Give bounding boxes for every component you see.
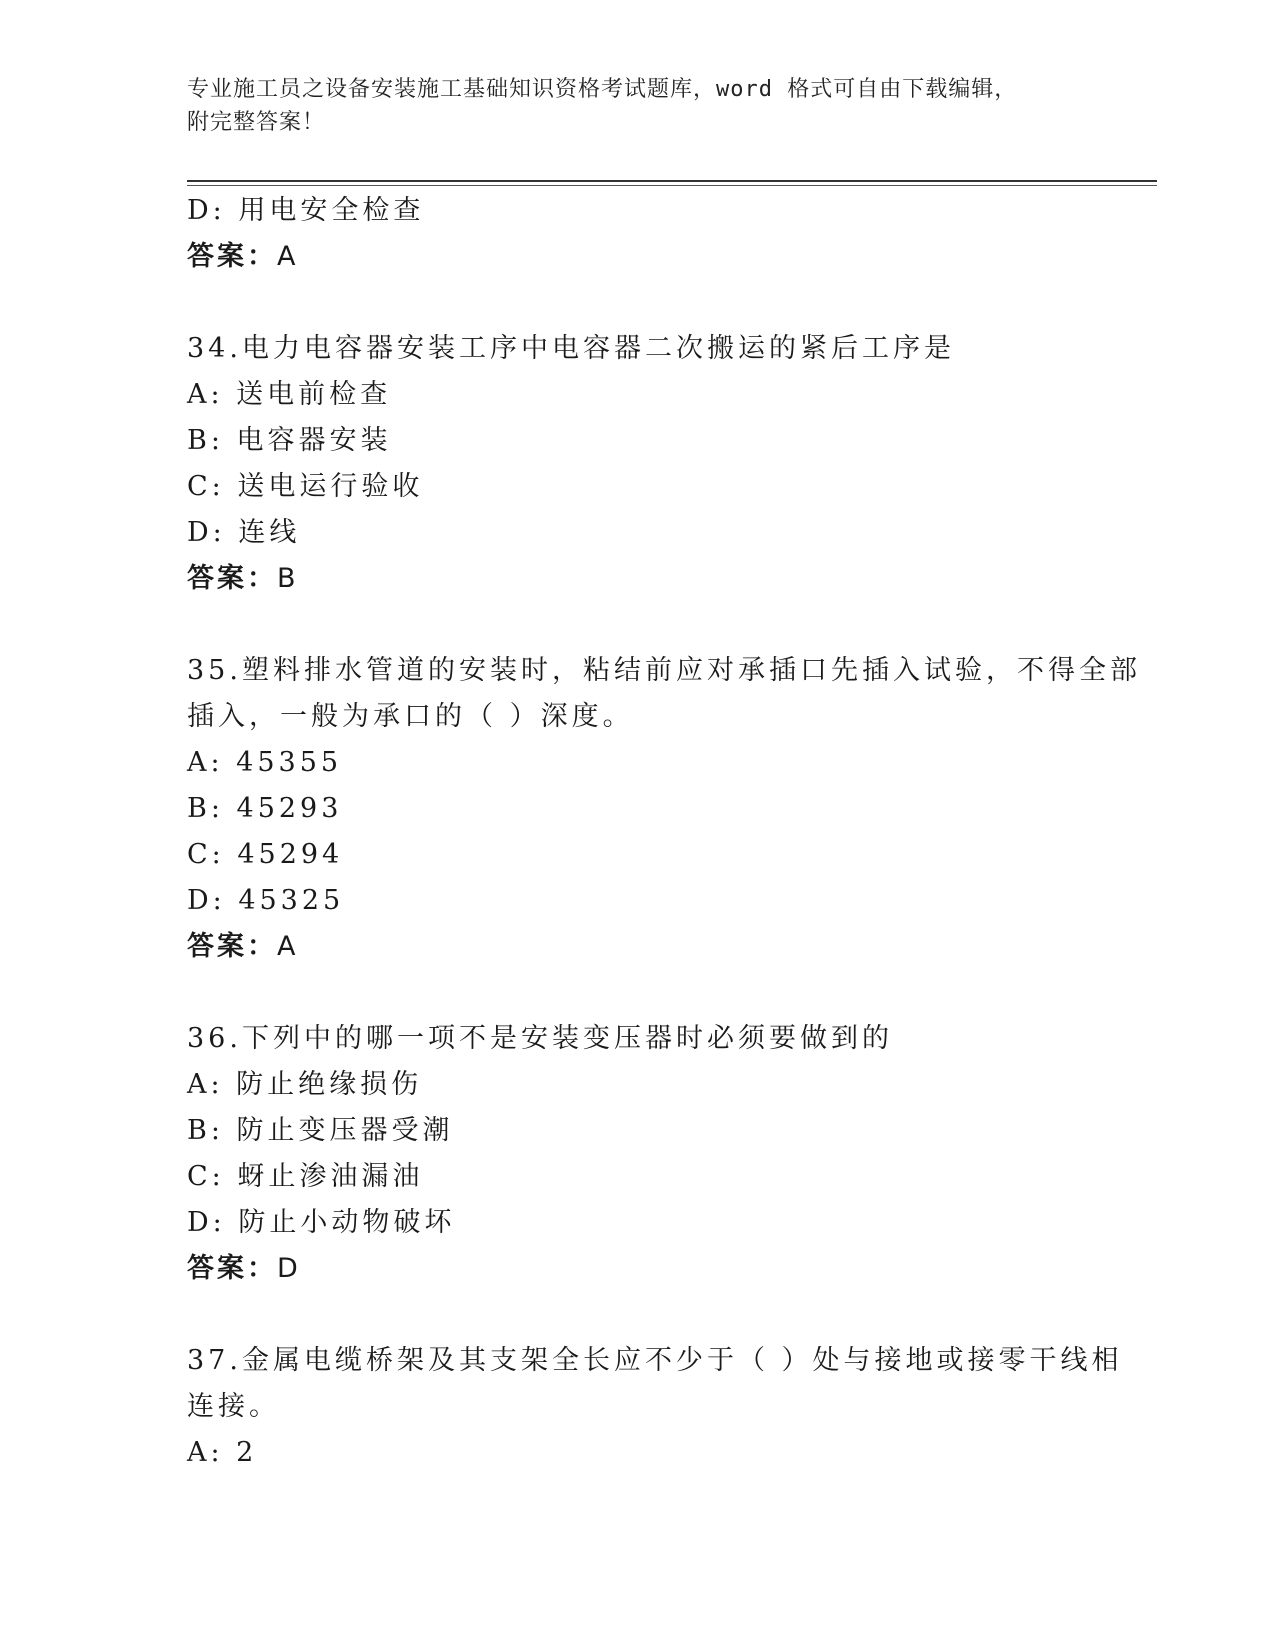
header-line-1: 专业施工员之设备安装施工基础知识资格考试题库，word 格式可自由下载编辑，: [187, 77, 1018, 102]
question-list: [187, 188, 1141, 1476]
q34-option-a: A: 送电前检查: [187, 379, 392, 410]
q36-option-b: B: 防止变压器受潮: [187, 1115, 454, 1146]
q35-option-d: D: 45325: [187, 885, 345, 916]
q33-answer: [187, 234, 1127, 280]
answer-value: D: [277, 1253, 301, 1284]
answer-value: A: [277, 931, 299, 962]
answer-label: 答案：: [187, 563, 277, 594]
q37-option-a: A: 2: [187, 1437, 258, 1468]
q35-stem-line-1: 35.塑料排水管道的安装时，粘结前应对承插口先插入试验，不得全部: [187, 655, 1141, 686]
answer-label: 答案：: [187, 931, 277, 962]
q34-option-d: D: 连线: [187, 517, 301, 548]
q37-stem-line-2: 连接。: [187, 1391, 280, 1422]
header-divider-thin: [187, 185, 1157, 186]
q37-stem-line-1: 37.金属电缆桥架及其支架全长应不少于（ ）处与接地或接零干线相: [187, 1345, 1123, 1376]
q36-option-d: D: 防止小动物破坏: [187, 1207, 456, 1238]
answer-value: B: [277, 563, 299, 594]
q35-stem-line-2: 插入，一般为承口的（ ）深度。: [187, 701, 634, 732]
q36-option-a: A: 防止绝缘损伤: [187, 1069, 423, 1100]
q35-option-a: A: 45355: [187, 747, 343, 778]
q34-option-b: B: 电容器安装: [187, 425, 392, 456]
q36-option-c: C: 蚜止渗油漏油: [187, 1161, 424, 1192]
header-divider-thick: [187, 180, 1157, 182]
answer-label: 答案：: [187, 241, 277, 272]
page-header: [187, 73, 1087, 139]
q35-answer: [187, 924, 1127, 970]
q36-answer: [187, 1246, 1127, 1292]
q33-option-d: D: 用电安全检查: [187, 195, 425, 226]
spacer: [187, 280, 1127, 326]
spacer: [187, 1292, 1127, 1338]
answer-label: 答案：: [187, 1253, 277, 1284]
q35-option-c: C: 45294: [187, 839, 344, 870]
q34-answer: [187, 556, 1127, 602]
q35-option-b: B: 45293: [187, 793, 343, 824]
q34-stem: 34.电力电容器安装工序中电容器二次搬运的紧后工序是: [187, 333, 955, 364]
answer-value: A: [277, 241, 299, 272]
header-line-2: 附完整答案！: [187, 110, 326, 135]
spacer: [187, 970, 1127, 1016]
q36-stem: 36.下列中的哪一项不是安装变压器时必须要做到的: [187, 1023, 893, 1054]
q34-option-c: C: 送电运行验收: [187, 471, 424, 502]
spacer: [187, 602, 1127, 648]
